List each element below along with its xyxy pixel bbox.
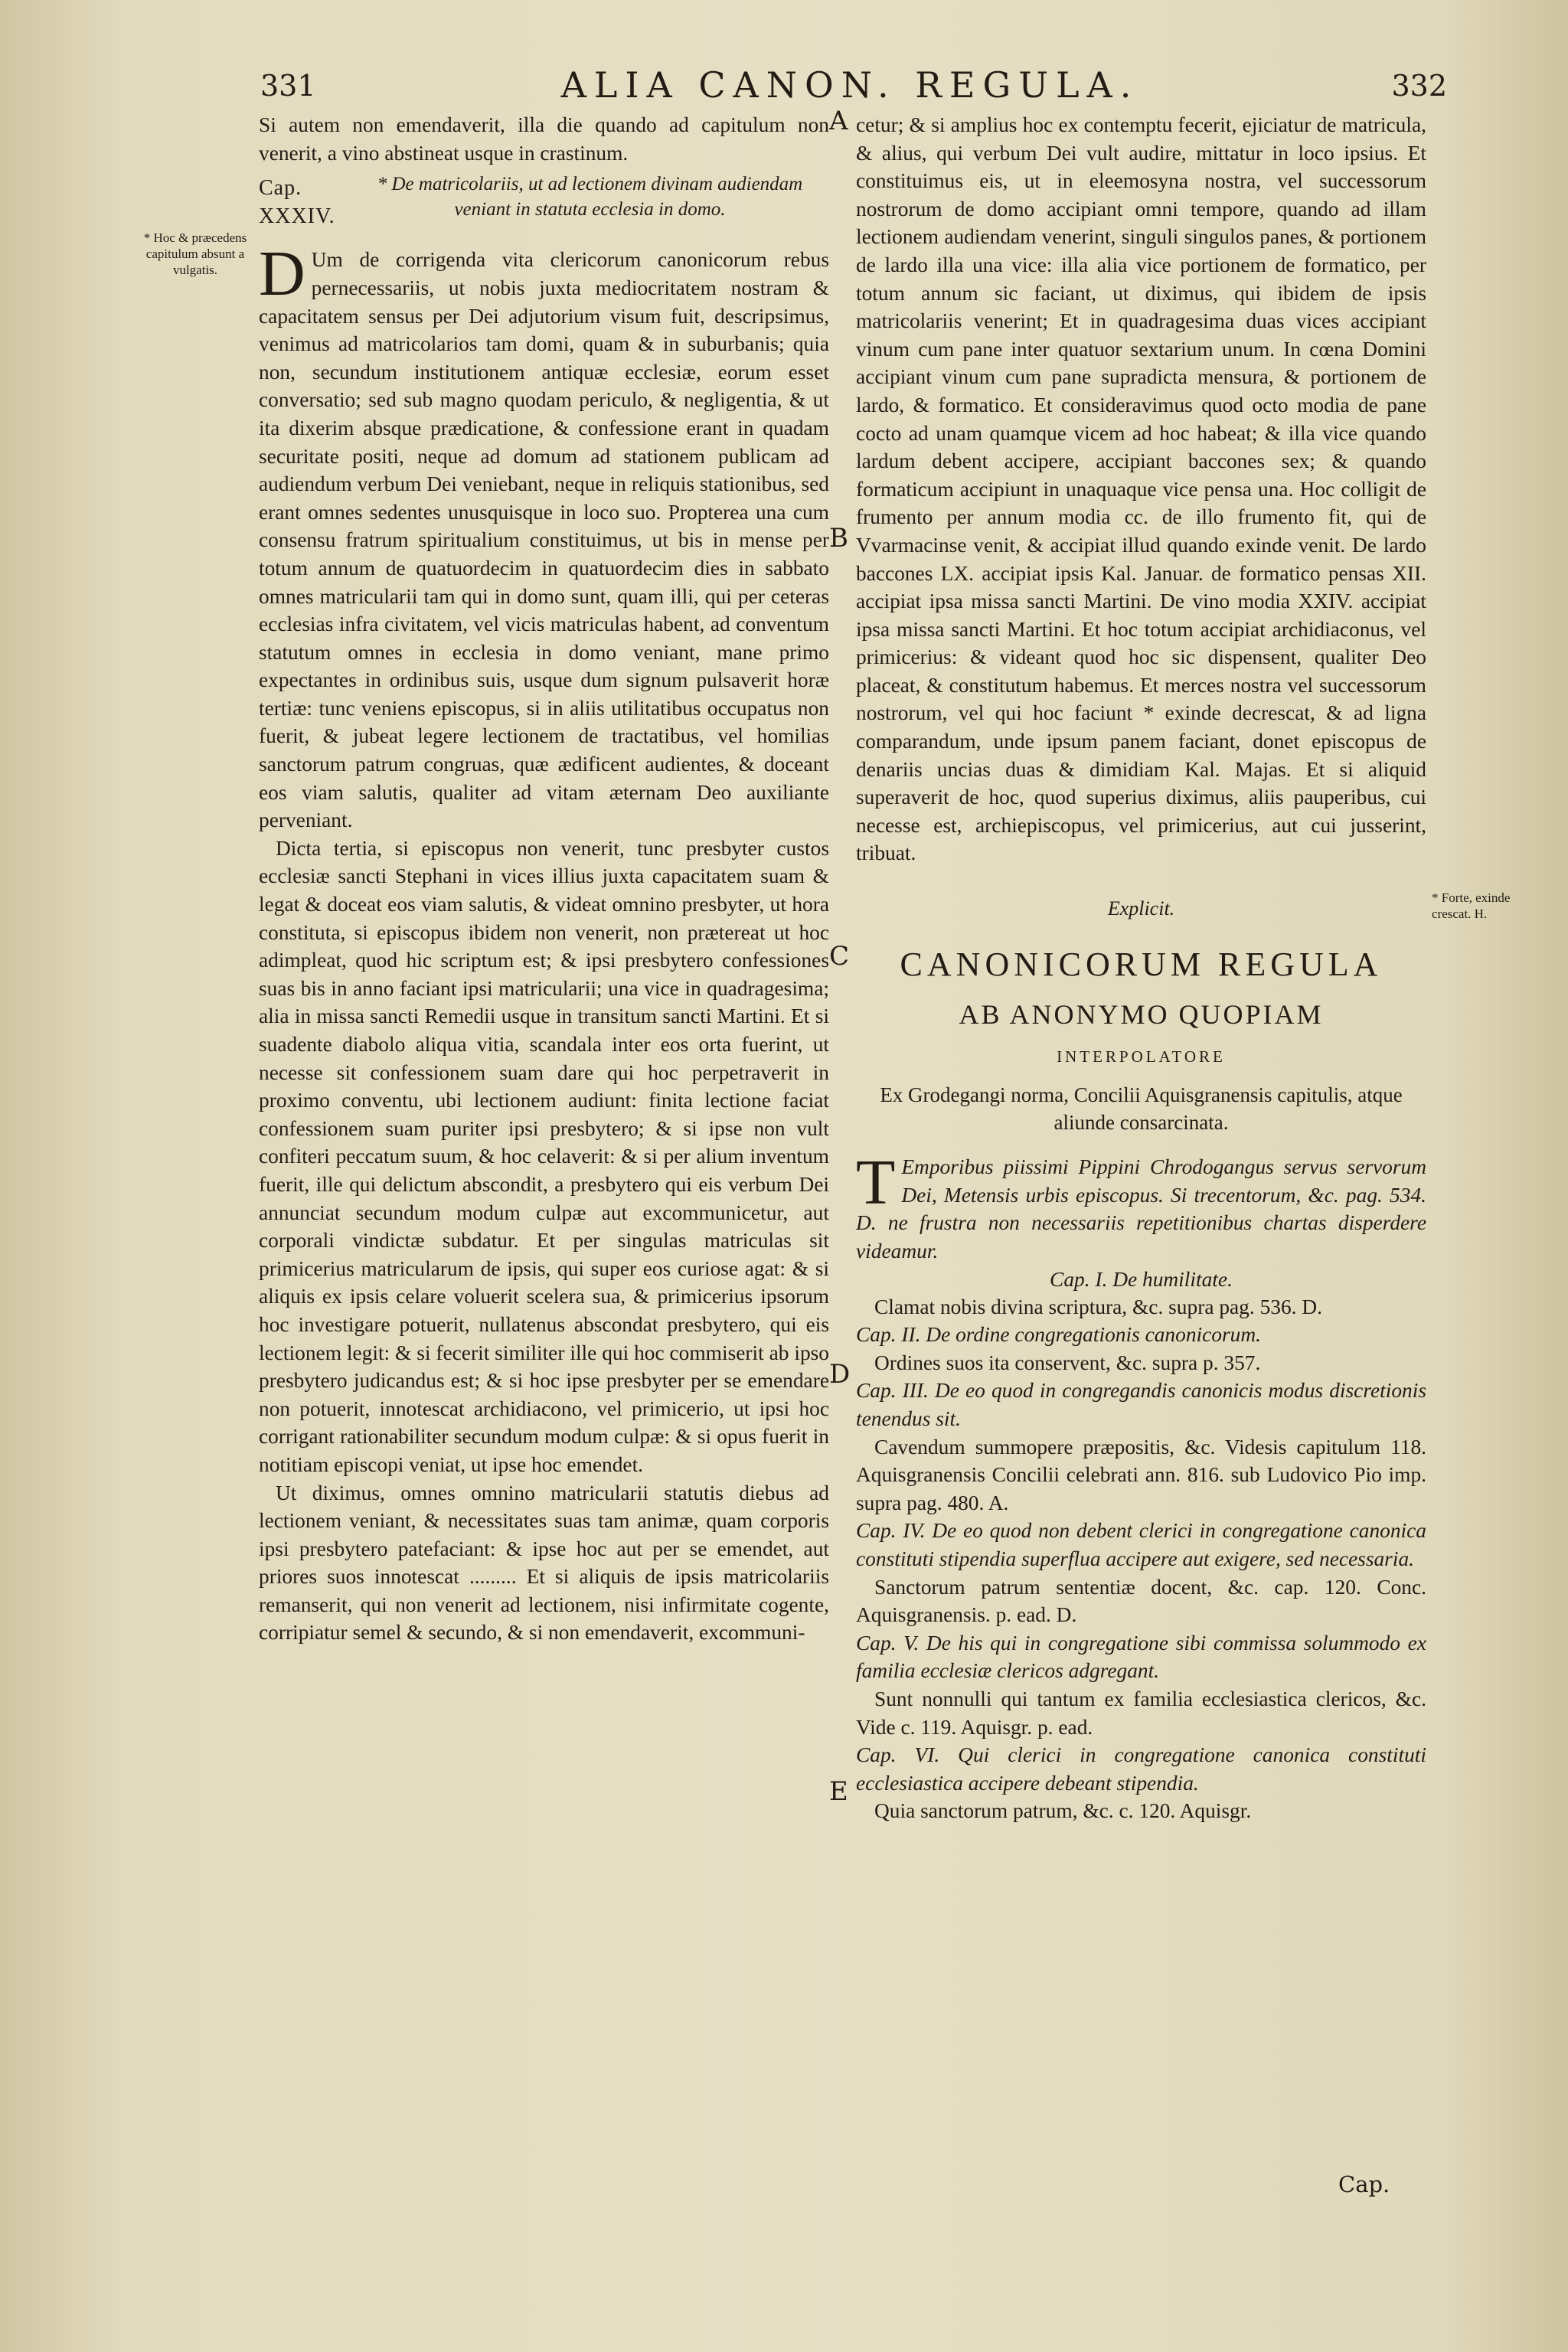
chapter-title: * De matricolariis, ut ad lectionem divinam audiendam veniant in statuta ecclesia in domo. (377, 174, 803, 220)
drop-initial: D (259, 238, 305, 310)
page-number-right: 332 (1391, 69, 1447, 103)
side-note-right: * Forte, exinde crescat. H. (1432, 890, 1511, 921)
rule-opening: T Emporibus piissimi Pippini Chrodogangus servus servorum Dei, Metensis urbis episcopus. Si trecentorum, &c. pag. 534. D. ne frustra non necessariis repetitionibus chartas disperdere videamur. (856, 1147, 1426, 1263)
chapter-2-heading: Cap. II. De ordine congregationis canonicorum. (856, 1323, 1261, 1347)
page-number-left: 331 (260, 69, 316, 103)
paragraph-1: D Um de corrigenda vita clericorum canonicorum rebus pernecessariis, ut nobis juxta mediocritatem nostram & capacitatem sensus per Dei adjutorium visum fuit, descripsimus, venimus ad matricolarios tam domi, quam & in suburbanis; quia non, secundum institutionem antiquæ ecclesiæ, eorum esset conversatio; sed sub magno quodam periculo, & negligentia, & ut ita dixerim absque prædicatione, & confessione erant in quadam securitate positi, neque ad domum ad stationem publicam ad audiendum verbum Dei veniebant, neque in reliquis stationibus, sed erant omnes sedentes unusquisque in loco suo. Propterea una cum consensu fratrum spiritualium constituimus, ut bis in mense per totum annum de quatuordecim in quatuordecim dies in sabbato omnes matricularii tam qui in domo sunt, quam illi, qui per ceteras ecclesias infra civitatem, vel vicis matriculas habent, ad conventum statutum omnes in ecclesia in domo veniant, mane primo expectantes in ordinibus suis, usque dum signum pulsaverit horæ tertiæ: tunc veniens episcopus, si in aliis utilitatibus occupatus non fuerit, & jubeat legere lectionem de tractatibus, vel homilias sanctorum patrum congruas, quæ ædificent audientes, & doceant eos viam salutis, qualiter ad vitam æternam Deo auxiliante perveniant. (259, 238, 829, 832)
rule-title: CANONICORUM REGULA (900, 945, 1383, 983)
chapter-1-heading: Cap. I. De humilitate. (1050, 1267, 1233, 1291)
chapter-3-text: Cavendum summopere præpositis, &c. Videsis capitulum 118. Aquisgranensis Concilii celebrati ann. 816. sub Ludovico Pio imp. supra pag. 480. A. (856, 1435, 1426, 1514)
left-column (259, 111, 829, 1647)
right-column (856, 111, 1426, 1825)
chapter-6-heading: Cap. VI. Qui clerici in congregatione canonica constituti ecclesiastica accipere debeant stipendia. (856, 1743, 1426, 1795)
chapter-3-heading: Cap. III. De eo quod in congregandis canonicis modus discretionis tenendus sit. (856, 1379, 1426, 1430)
chapter-5-heading: Cap. V. De his qui in congregatione sibi commissa solummodo ex familia ecclesiæ clericos adgregant. (856, 1631, 1426, 1683)
chapter-heading (259, 172, 829, 230)
chapter-6-text: Quia sanctorum patrum, &c. c. 120. Aquisgr. (874, 1799, 1252, 1823)
drop-initial-t: T (856, 1147, 896, 1219)
section-letter-b: B (829, 523, 848, 554)
chapter-label: Cap. XXXIV. (259, 176, 335, 228)
section-letter-a: A (829, 106, 848, 136)
explicit-label: Explicit. (1107, 897, 1175, 920)
paragraph-3: Ut diximus, omnes omnino matricularii statutis diebus ad lectionem veniant, & necessitates suas tam animæ, quam corporis ipsi presbytero patefaciant: & ipse hoc aut per se emendet, aut priores suos innotescat ......... Et si aliquis de ipsis matricolariis remanserit, qui non venerit ad lectionem, nisi infirmitate cogente, corripiatur semel & secundo, & si non emendaverit, excommuni- (259, 1481, 829, 1645)
chapter-4-text: Sanctorum patrum sententiæ docent, &c. cap. 120. Conc. Aquisgranensis. p. ead. D. (856, 1575, 1426, 1627)
paragraph-2: Dicta tertia, si episcopus non venerit, tunc presbyter custos ecclesiæ sancti Stephani in vices illius juxta capacitatem suam & legat & doceat eos viam salutis, & videat omnino presbyter, ut hora constituta, si episcopus ibidem non venerit, non prætereat ut hoc adimpleat, quod hic scriptum est; & ipsi presbytero confessiones suas bis in anno faciant ipsi matricularii; una vice in quadragesima; alia in missa sancti Remedii usque in transitum sancti Martini. Et si suadente diabolo aliqua vitia, scandala inter eos orta fuerint, ut necesse sit confessionem suam dare qui hoc perpetraverit in proximo conventu, ubi lectionem audiunt: finita lectione faciat confessionem suam puriter ipsi presbytero; & si ipse non vult confiteri peccatum suum, & hoc celaverit: & si per alium inventum fuerit, ille qui delictum abscondit, a presbytero qui eis verbum Dei annunciat secundum modum culpæ aut excommunicetur, aut corporali vindictæ subdatur. Et per singulas matriculas sit primicerius matricularum de ipsis, qui super eos curiose agat: & si aliquis ex ipsis celare voluerit scelera sua, & primicerius ipsorum hoc investigare potuerit, nullatenus abscondat presbytero, qui eis lectionem legit: & si fecerit similiter ille qui hoc commiserit ab ipso presbytero judicandus est; & si hoc ipse presbyter per se emendare non potuerit, innotescat archidiacono, vel primicerio, ut ipsi hoc corrigant rationabiliter secundum modum culpæ: & si opus fuerit in notitiam episcopi veniat, ut ipse hoc emendet. (259, 836, 829, 1476)
section-letter-e: E (829, 1776, 848, 1807)
opening-sentence: Si autem non emendaverit, illa die quando ad capitulum non venerit, a vino abstineat usque in crastinum. (259, 113, 829, 165)
catchword: Cap. (1338, 2171, 1390, 2197)
chapter-1-text: Clamat nobis divina scriptura, &c. supra pag. 536. D. (874, 1295, 1322, 1318)
rule-description: Ex Grodegangi norma, Concilii Aquisgranensis capitulis, atque aliunde consarcinata. (880, 1083, 1403, 1135)
side-note-left: * Hoc & præcedens capitulum absunt a vulgatis. (143, 230, 247, 277)
rule-interpolator: INTERPOLATORE (1057, 1047, 1226, 1066)
chapter-5-text: Sunt nonnulli qui tantum ex familia ecclesiastica clericos, &c. Vide c. 119. Aquisgr. p. ead. (856, 1687, 1426, 1739)
section-letter-d: D (829, 1359, 851, 1390)
chapter-4-heading: Cap. IV. De eo quod non debent clerici in congregatione canonica constituti stipendia superflua accipere aut exigere, sed necessaria. (856, 1519, 1426, 1570)
running-title: ALIA CANON. REGULA. (560, 64, 1139, 106)
continued-paragraph: cetur; & si amplius hoc ex contemptu fecerit, ejiciatur de matricula, & alius, qui verbum Dei vult audire, mittatur in loco ipsius. Et constituimus eis, ut in eleemosyna nostra, vel successorum nostrorum de domo accipiant omni tempore, quando ad illam lectionem audiendam venerint, singuli singulos panes, & portionem de lardo illa una vice: illa alia vice portionem de formatico, per totum annum sic faciant, ut diximus, qui ibidem de ipsis matricolariis venerint; Et in quadragesima duas vices accipiant vinum cum pane inter quatuor sextarium unum. In cœna Domini accipiant vinum cum pane supradicta mensura, & portionem de lardo, & formatico. Et consideravimus quod octo modia de pane cocto ad unam quamque vicem ad hoc habeat; & illa vice quando lardum debent accipere, accipiant baccones sex; & quando formaticum accipiunt in unaquaque vice pensa una. Hoc colligit de frumento per annum modia cc. de illo frumento fit, qui de Vvarmacinse venit, & accipiat illud quando exinde venit. De lardo baccones LX. accipiat ipsis Kal. Januar. de formatico pensas XII. accipiat ipsa missa sancti Martini. De vino modia XXIV. accipiat ipsa missa sancti Martini. Et hoc totum accipiat archidiaconus, vel primicerius: & videant quod hoc sic dispensent, qualiter Deo placeat, & constitutum habemus. Et merces nostra vel successorum nostrorum, vel qui hoc faciunt * exinde decrescat, & ad ligna comparandum, unde ipsum panem faciant, donet episcopus de denariis uncias duas & dimidiam Kal. Majas. Et si aliquid superaverit de hoc, quod superius diximus, aliis pauperibus, cui necesse est, archiepiscopus, vel primicerius, aut cui jusserint, tribuat. (856, 113, 1426, 865)
section-letter-c: C (829, 941, 850, 972)
running-header (253, 60, 1447, 113)
chapter-2-text: Ordines suos ita conservent, &c. supra p. 357. (874, 1351, 1261, 1374)
rule-subtitle: AB ANONYMO QUOPIAM (959, 998, 1324, 1030)
